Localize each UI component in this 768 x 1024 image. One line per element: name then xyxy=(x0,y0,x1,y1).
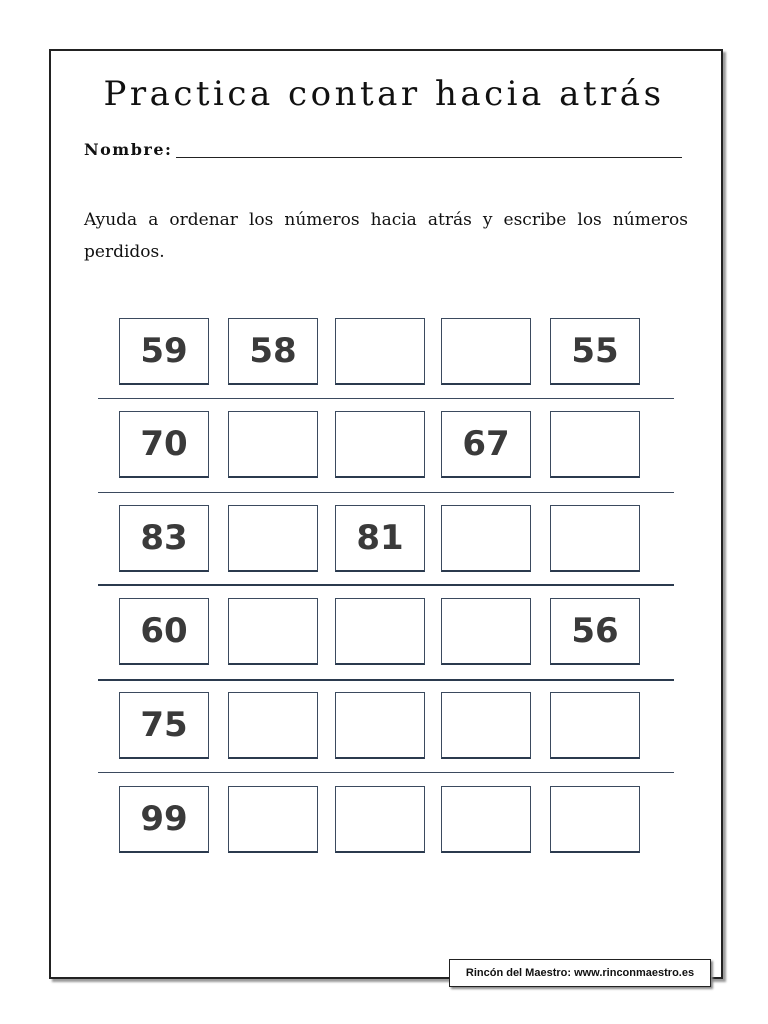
empty-number-box[interactable] xyxy=(441,598,531,665)
empty-number-box[interactable] xyxy=(335,318,425,385)
row-divider xyxy=(98,679,674,681)
number-row xyxy=(119,786,659,856)
number-box: 83 xyxy=(119,505,209,572)
empty-number-box[interactable] xyxy=(441,318,531,385)
number-box: 60 xyxy=(119,598,209,665)
worksheet-title: Practica contar hacia atrás xyxy=(103,74,665,114)
empty-number-box[interactable] xyxy=(335,692,425,759)
empty-number-box[interactable] xyxy=(441,692,531,759)
number-box: 75 xyxy=(119,692,209,759)
number-box: 70 xyxy=(119,411,209,478)
number-row xyxy=(119,692,659,762)
empty-number-box[interactable] xyxy=(335,598,425,665)
number-row xyxy=(119,598,659,668)
number-row xyxy=(119,411,659,481)
number-box: 59 xyxy=(119,318,209,385)
empty-number-box[interactable] xyxy=(550,411,640,478)
row-divider xyxy=(98,492,674,493)
instructions-text: Ayuda a ordenar los números hacia atrás y escribe los números perdidos. xyxy=(84,210,688,262)
number-box: 55 xyxy=(550,318,640,385)
name-label: Nombre: xyxy=(84,140,173,159)
row-divider xyxy=(98,772,674,773)
empty-number-box[interactable] xyxy=(335,411,425,478)
number-box: 67 xyxy=(441,411,531,478)
empty-number-box[interactable] xyxy=(550,786,640,853)
empty-number-box[interactable] xyxy=(441,505,531,572)
footer-credit: Rincón del Maestro: www.rinconmaestro.es xyxy=(449,959,711,987)
number-box: 99 xyxy=(119,786,209,853)
number-row xyxy=(119,505,659,575)
empty-number-box[interactable] xyxy=(550,505,640,572)
empty-number-box[interactable] xyxy=(228,692,318,759)
row-divider xyxy=(98,398,674,399)
number-box: 56 xyxy=(550,598,640,665)
number-row xyxy=(119,318,659,388)
empty-number-box[interactable] xyxy=(228,786,318,853)
row-divider xyxy=(98,584,674,586)
number-box: 81 xyxy=(335,505,425,572)
empty-number-box[interactable] xyxy=(228,411,318,478)
number-box: 58 xyxy=(228,318,318,385)
empty-number-box[interactable] xyxy=(228,505,318,572)
empty-number-box[interactable] xyxy=(228,598,318,665)
empty-number-box[interactable] xyxy=(335,786,425,853)
empty-number-box[interactable] xyxy=(550,692,640,759)
empty-number-box[interactable] xyxy=(441,786,531,853)
